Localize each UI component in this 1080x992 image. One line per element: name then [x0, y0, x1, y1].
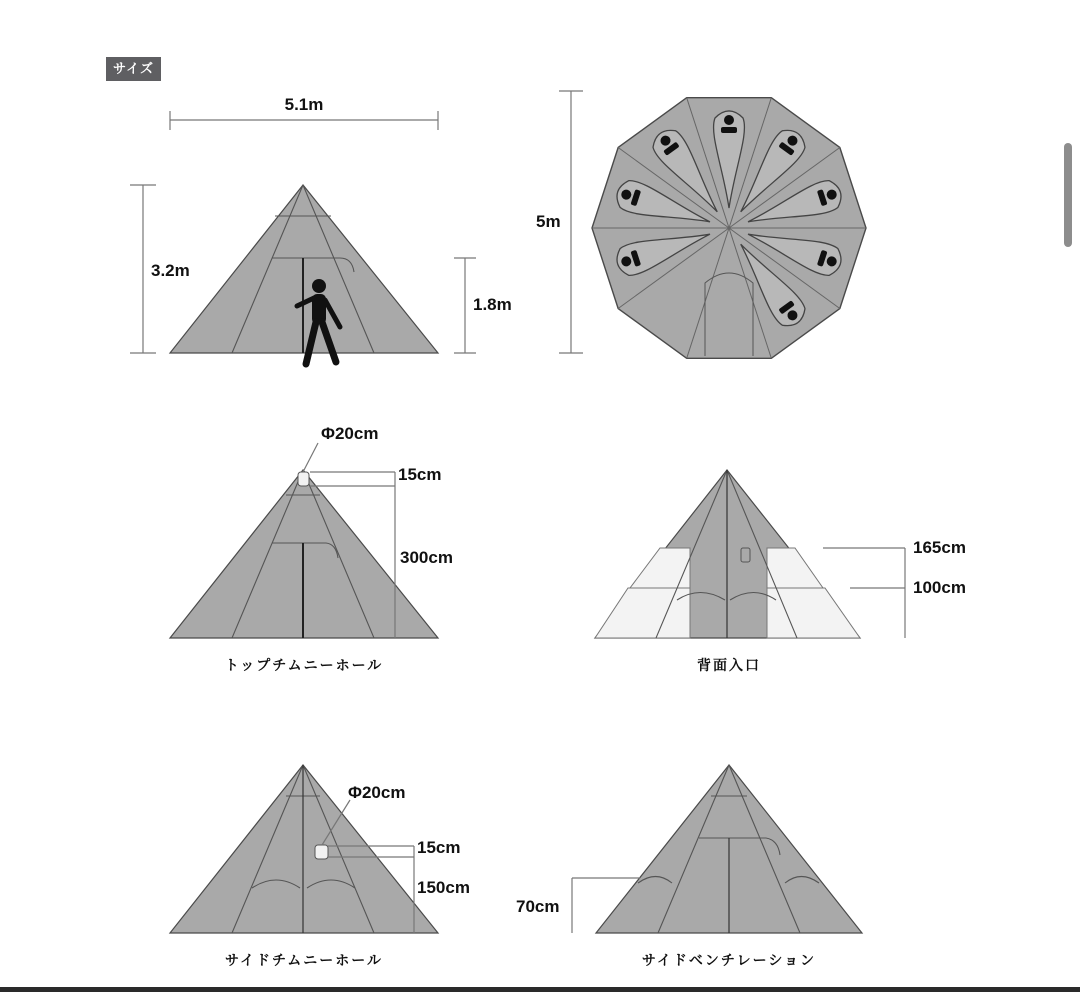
side-ventilation-height-label: 70cm — [516, 897, 560, 916]
person-height-label: 1.8m — [473, 295, 512, 314]
side-ventilation-view — [516, 765, 862, 968]
side-chimney-diameter-label: Φ20cm — [348, 783, 406, 802]
side-chimney-hole-icon — [315, 845, 328, 859]
bottom-divider — [0, 987, 1080, 992]
rear-entrance-lower-label: 100cm — [913, 578, 966, 597]
scrollbar-thumb[interactable] — [1064, 143, 1072, 247]
side-chimney-view — [170, 765, 470, 968]
top-chimney-view — [170, 424, 453, 673]
top-view — [536, 91, 866, 358]
tent-top-decagon — [592, 98, 866, 359]
side-chimney-height-label: 150cm — [417, 878, 470, 897]
diameter-label: 5m — [536, 212, 561, 231]
rear-entrance-view — [595, 470, 966, 673]
main-side-view — [130, 95, 512, 364]
top-chimney-height-label: 300cm — [400, 548, 453, 567]
top-chimney-offset-label: 15cm — [398, 465, 442, 484]
rear-entrance-upper-label: 165cm — [913, 538, 966, 557]
top-chimney-caption: トップチムニーホール — [224, 657, 384, 673]
width-label: 5.1m — [284, 95, 324, 114]
side-chimney-caption: サイドチムニーホール — [224, 952, 384, 968]
top-chimney-diameter-label: Φ20cm — [321, 424, 379, 443]
rear-entrance-caption: 背面入口 — [697, 657, 761, 673]
top-chimney-hole-icon — [298, 472, 309, 486]
side-chimney-offset-label: 15cm — [417, 838, 461, 857]
size-badge: サイズ — [106, 57, 161, 81]
side-ventilation-caption: サイドベンチレーション — [641, 952, 817, 968]
height-label: 3.2m — [151, 261, 190, 280]
